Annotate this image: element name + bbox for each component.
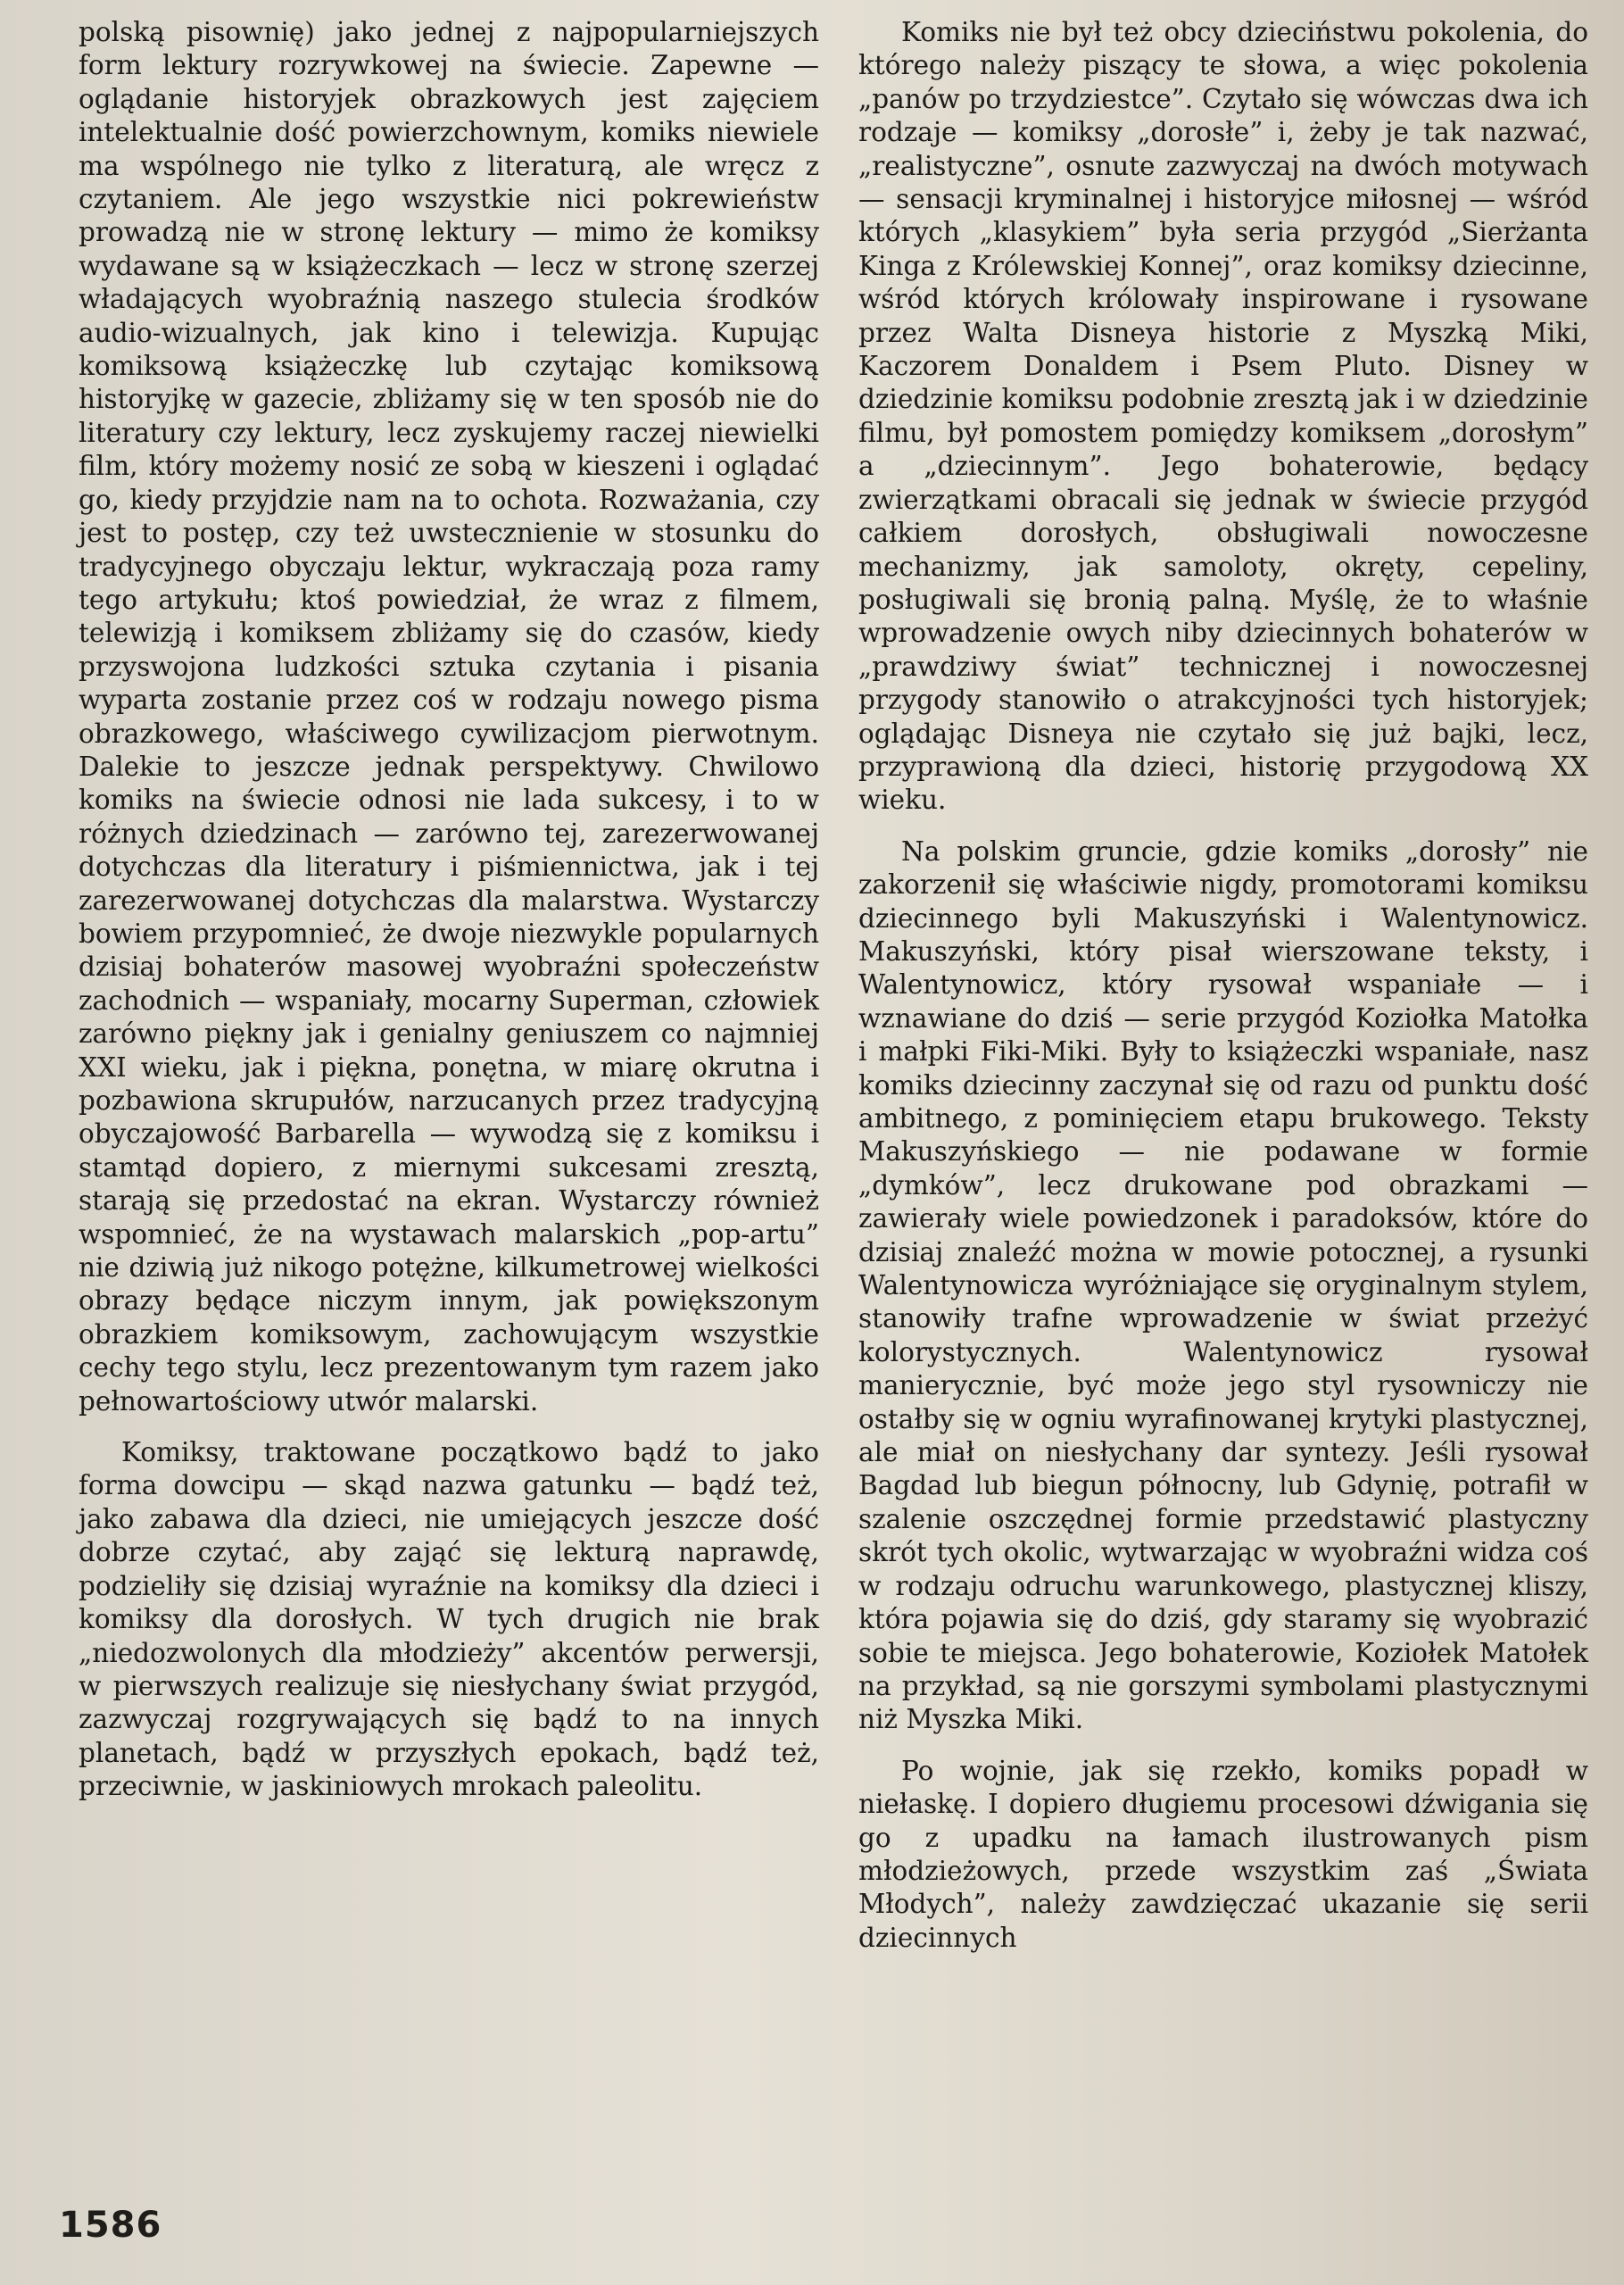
right-column [858,16,1588,1955]
left-column [79,16,819,1804]
right-paragraph-2: Na polskim gruncie, gdzie komiks „dorosły” nie zakorzenił się właściwie nigdy, promotorami komiksu dziecinnego byli Makuszyński i Walentynowicz. Makuszyński, który pisał wierszowane teksty, i Walentynowicz, który rysował wspaniałe — i wznawiane do dziś — serie przygód Koziołka Matołka i małpki Fiki-Miki. Były to książeczki wspaniałe, nasz komiks dziecinny zaczynał się od razu od punktu dość ambitnego, z pominięciem etapu brukowego. Teksty Makuszyńskiego — nie podawane w formie „dymków”, lecz drukowane pod obrazkami — zawierały wiele powiedzonek i paradoksów, które do dzisiaj znaleźć można w mowie potocznej, a rysunki Walentynowicza wyróżniające się oryginalnym stylem, stanowiły trafne wprowadzenie w świat przeżyć kolorystycznych. Walentynowicz rysował manierycznie, być może jego styl rysowniczy nie ostałby się w ogniu wyrafinowanej krytyki plastycznej, ale miał on niesłychany dar syntezy. Jeśli rysował Bagdad lub biegun północny, lub Gdynię, potrafił w szalenie oszczędnej formie przedstawić plastyczny skrót tych okolic, wytwarzając w wyobraźni widza coś w rodzaju odruchu warunkowego, plastycznej kliszy, która pojawia się do dziś, gdy staramy się wyobrazić sobie te miejsca. Jego bohaterowie, Koziołek Matołek na przykład, są nie gorszymi symbolami plastycznymi niż Myszka Miki. [858,835,1588,1735]
left-paragraph-2: Komiksy, traktowane początkowo bądź to jako forma dowcipu — skąd nazwa gatunku — bądź też, jako zabawa dla dzieci, nie umiejących jeszcze dość dobrze czytać, aby zająć się lekturą naprawdę, podzieliły się dzisiaj wyraźnie na komiksy dla dzieci i komiksy dla dorosłych. W tych drugich nie brak „niedozwolonych dla młodzieży” akcentów perwersji, w pierwszych realizuje się niesłychany świat przygód, zazwyczaj rozgrywających się bądź to na innych planetach, bądź w przyszłych epokach, bądź też, przeciwnie, w jaskiniowych mrokach paleolitu. [79,1437,819,1802]
left-paragraph-1: polską pisownię) jako jednej z najpopularniejszych form lektury rozrywkowej na świecie. Zapewne — oglądanie historyjek obrazkowych jest zajęciem intelektualnie dość powierzchownym, komiks niewiele ma wspólnego nie tylko z literaturą, ale wręcz z czytaniem. Ale jego wszystkie nici pokrewieństw prowadzą nie w stronę lektury — mimo że komiksy wydawane są w książeczkach — lecz w stronę szerzej władających wyobraźnią naszego stulecia środków audio-wizualnych, jak kino i telewizja. Kupując komiksową książeczkę lub czytając komiksową historyjkę w gazecie, zbliżamy się w ten sposób nie do literatury czy lektury, lecz zyskujemy raczej niewielki film, który możemy nosić ze sobą w kieszeni i oglądać go, kiedy przyjdzie nam na to ochota. Rozważania, czy jest to postęp, czy też uwstecznienie w stosunku do tradycyjnego obyczaju lektur, wykraczają poza ramy tego artykułu; ktoś powiedział, że wraz z filmem, telewizją i komiksem zbliżamy się do czasów, kiedy przyswojona ludzkości sztuka czytania i pisania wyparta zostanie przez coś w rodzaju nowego pisma obrazkowego, właściwego cywilizacjom pierwotnym. Dalekie to jeszcze jednak perspektywy. Chwilowo komiks na świecie odnosi nie lada sukcesy, i to w różnych dziedzinach — zarówno tej, zarezerwowanej dotychczas dla literatury i piśmiennictwa, jak i tej zarezerwowanej dotychczas dla malarstwa. Wystarczy bowiem przypomnieć, że dwoje niezwykle popularnych dzisiaj bohaterów masowej wyobraźni społeczeństw zachodnich — wspaniały, mocarny Superman, człowiek zarówno piękny jak i genialny geniuszem co najmniej XXI wieku, jak i piękna, ponętna, w miarę okrutna i pozbawiona skrupułów, narzucanych przez tradycyjną obyczajowość Barbarella — wywodzą się z komiksu i stamtąd dopiero, z miernymi sukcesami zresztą, starają się przedostać na ekran. Wystarczy również wspomnieć, że na wystawach malarskich „pop-artu” nie dziwią już nikogo potężne, kilkumetrowej wielkości obrazy będące niczym innym, jak powiększonym obrazkiem komiksowym, zachowującym wszystkie cechy tego stylu, lecz prezentowanym tym razem jako pełnowartościowy utwór malarski. [79,17,819,1417]
page-number: 1586 [59,2205,162,2246]
right-paragraph-1: Komiks nie był też obcy dzieciństwu pokolenia, do którego należy piszący te słowa, a więc pokolenia „panów po trzydziestce”. Czytało się wówczas dwa ich rodzaje — komiksy „dorosłe” i, żeby je tak nazwać, „realistyczne”, osnute zazwyczaj na dwóch motywach — sensacji kryminalnej i historyjce miłosnej — wśród których „klasykiem” była seria przygód „Sierżanta Kinga z Królewskiej Konnej”, oraz komiksy dziecinne, wśród których królowały inspirowane i rysowane przez Walta Disneya historie z Myszką Miki, Kaczorem Donaldem i Psem Pluto. Disney w dziedzinie komiksu podobnie zresztą jak i w dziedzinie filmu, był pomostem pomiędzy komiksem „dorosłym” a „dziecinnym”. Jego bohaterowie, będący zwierzątkami obracali się jednak w świecie przygód całkiem dorosłych, obsługiwali nowoczesne mechanizmy, jak samoloty, okręty, cepeliny, posługiwali się bronią palną. Myślę, że to właśnie wprowadzenie owych niby dziecinnych bohaterów w „prawdziwy świat” technicznej i nowoczesnej przygody stanowiło o atrakcyjności tych historyjek; oglądając Disneya nie czytało się już bajki, lecz, przyprawioną dla dzieci, historię przygodową XX wieku. [858,17,1588,816]
right-paragraph-3: Po wojnie, jak się rzekło, komiks popadł w niełaskę. I dopiero długiemu procesowi dźwigania się go z upadku na łamach ilustrowanych pism młodzieżowych, przede wszystkim zaś „Świata Młodych”, należy zawdzięczać ukazanie się serii dziecinnych [858,1755,1588,1953]
